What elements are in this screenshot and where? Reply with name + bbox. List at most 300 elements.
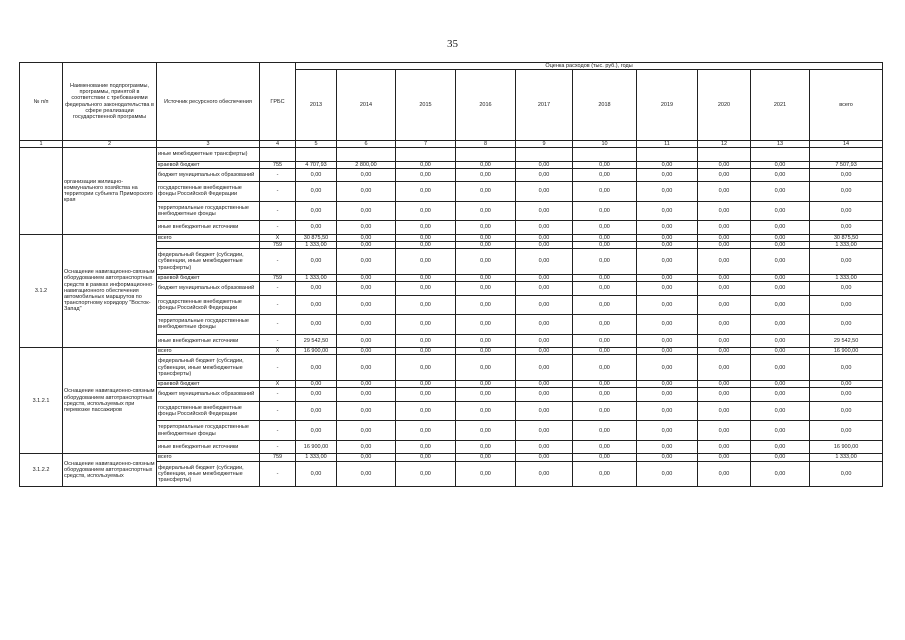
value-cell: 0,00: [751, 161, 810, 168]
value-cell: 0,00: [698, 440, 751, 453]
value-cell: 4 707,93: [296, 161, 337, 168]
value-cell: 1 333,00: [296, 454, 337, 461]
value-cell: 0,00: [751, 355, 810, 381]
value-cell: 0,00: [296, 401, 337, 421]
row-name: Оснащение навигационно-связным оборудованием автотранспортных средств, используемых: [63, 454, 157, 487]
value-cell: 0,00: [456, 221, 516, 234]
column-index-cell: 7: [396, 141, 456, 148]
value-cell: 0,00: [698, 334, 751, 347]
total-cell: 0,00: [810, 461, 883, 487]
header-year-total: всего: [810, 70, 883, 141]
value-cell: 0,00: [573, 401, 637, 421]
total-cell: 0,00: [810, 168, 883, 181]
column-index-cell: 12: [698, 141, 751, 148]
grbs-cell: X: [260, 234, 296, 241]
value-cell: 0,00: [751, 440, 810, 453]
grbs-cell: -: [260, 201, 296, 221]
value-cell: 0,00: [516, 440, 573, 453]
value-cell: 0,00: [573, 421, 637, 441]
value-cell: [396, 148, 456, 161]
value-cell: 0,00: [698, 461, 751, 487]
value-cell: 0,00: [337, 401, 396, 421]
header-estimate-group: Оценка расходов (тыс. руб.), годы: [296, 63, 883, 70]
value-cell: 0,00: [296, 282, 337, 295]
value-cell: 0,00: [751, 274, 810, 281]
value-cell: 0,00: [337, 241, 396, 248]
total-cell: 0,00: [810, 388, 883, 401]
value-cell: 0,00: [573, 334, 637, 347]
value-cell: 0,00: [573, 241, 637, 248]
value-cell: 0,00: [698, 249, 751, 275]
grbs-cell: -: [260, 461, 296, 487]
value-cell: 0,00: [751, 182, 810, 202]
header-year: 2018: [573, 70, 637, 141]
grbs-cell: -: [260, 401, 296, 421]
row-code: 3.1.2.1: [20, 348, 63, 454]
value-cell: 0,00: [751, 168, 810, 181]
value-cell: 0,00: [337, 234, 396, 241]
value-cell: 0,00: [296, 355, 337, 381]
value-cell: 0,00: [456, 274, 516, 281]
value-cell: 1 333,00: [296, 274, 337, 281]
value-cell: 0,00: [751, 295, 810, 315]
row-name: Оснащение навигационно-связным оборудованием автотранспортных средств в рамках информационно-навигационного обеспечения автомобильных маршрутов по транспортному коридору "Восток- Запад": [63, 234, 157, 347]
value-cell: 0,00: [516, 161, 573, 168]
column-index-cell: 6: [337, 141, 396, 148]
value-cell: 0,00: [337, 421, 396, 441]
value-cell: 0,00: [637, 182, 698, 202]
source-cell: государственные внебюджетные фонды Российской Федерации: [157, 295, 260, 315]
value-cell: 0,00: [456, 161, 516, 168]
value-cell: 0,00: [456, 454, 516, 461]
header-year: 2014: [337, 70, 396, 141]
row-name: Оснащение навигационно-связным оборудованием автотранспортных средств, используемых при перевозке пассажиров: [63, 348, 157, 454]
grbs-cell: -: [260, 355, 296, 381]
grbs-cell: X: [260, 348, 296, 355]
value-cell: 0,00: [456, 440, 516, 453]
value-cell: 0,00: [698, 234, 751, 241]
value-cell: 0,00: [396, 274, 456, 281]
value-cell: 0,00: [698, 282, 751, 295]
total-cell: 0,00: [810, 355, 883, 381]
value-cell: 0,00: [573, 454, 637, 461]
grbs-cell: -: [260, 182, 296, 202]
header-year: 2013: [296, 70, 337, 141]
value-cell: 0,00: [396, 234, 456, 241]
column-index-cell: 5: [296, 141, 337, 148]
table-header: [20, 63, 883, 141]
value-cell: 0,00: [698, 274, 751, 281]
value-cell: 0,00: [637, 421, 698, 441]
value-cell: 0,00: [698, 161, 751, 168]
value-cell: 0,00: [573, 388, 637, 401]
value-cell: 0,00: [516, 168, 573, 181]
table-row: [20, 348, 883, 355]
value-cell: 0,00: [637, 234, 698, 241]
value-cell: 0,00: [573, 201, 637, 221]
value-cell: 0,00: [698, 315, 751, 335]
value-cell: 0,00: [296, 249, 337, 275]
table-row: [20, 454, 883, 461]
grbs-cell: 759: [260, 274, 296, 281]
value-cell: 0,00: [516, 454, 573, 461]
source-cell: государственные внебюджетные фонды Российской Федерации: [157, 182, 260, 202]
budget-table: [19, 62, 883, 487]
value-cell: 0,00: [751, 454, 810, 461]
value-cell: 0,00: [698, 295, 751, 315]
value-cell: 0,00: [637, 221, 698, 234]
row-code: 3.1.2.2: [20, 454, 63, 487]
grbs-cell: X: [260, 381, 296, 388]
value-cell: 0,00: [516, 249, 573, 275]
value-cell: 0,00: [637, 348, 698, 355]
source-cell: иные межбюджетные трансферты): [157, 148, 260, 161]
source-cell: федеральный бюджет (субсидии, субвенции, иные межбюджетные трансферты): [157, 355, 260, 381]
value-cell: 0,00: [337, 348, 396, 355]
value-cell: 0,00: [573, 282, 637, 295]
value-cell: 0,00: [396, 168, 456, 181]
value-cell: 0,00: [751, 249, 810, 275]
value-cell: 0,00: [337, 381, 396, 388]
total-cell: 0,00: [810, 295, 883, 315]
source-cell: государственные внебюджетные фонды Российской Федерации: [157, 401, 260, 421]
value-cell: 0,00: [573, 182, 637, 202]
header-year: 2017: [516, 70, 573, 141]
total-cell: 1 333,00: [810, 274, 883, 281]
value-cell: 0,00: [296, 315, 337, 335]
value-cell: 0,00: [516, 381, 573, 388]
value-cell: 0,00: [456, 355, 516, 381]
value-cell: 0,00: [296, 295, 337, 315]
value-cell: 0,00: [751, 201, 810, 221]
value-cell: 0,00: [573, 440, 637, 453]
value-cell: 0,00: [456, 234, 516, 241]
value-cell: 0,00: [516, 274, 573, 281]
source-cell: всего: [157, 234, 260, 241]
value-cell: 0,00: [573, 161, 637, 168]
value-cell: 0,00: [396, 381, 456, 388]
value-cell: 0,00: [751, 282, 810, 295]
page-number: 35: [447, 38, 458, 50]
value-cell: [751, 148, 810, 161]
total-cell: 1 333,00: [810, 454, 883, 461]
value-cell: 29 542,50: [296, 334, 337, 347]
column-index-cell: 2: [63, 141, 157, 148]
value-cell: 0,00: [337, 282, 396, 295]
value-cell: [337, 148, 396, 161]
grbs-cell: -: [260, 315, 296, 335]
grbs-cell: [260, 148, 296, 161]
value-cell: 0,00: [296, 461, 337, 487]
value-cell: 0,00: [456, 295, 516, 315]
value-cell: 0,00: [516, 295, 573, 315]
row-name: организации жилищно-коммунального хозяйства на территории субъекта Приморского края: [63, 148, 157, 235]
grbs-cell: 759: [260, 454, 296, 461]
value-cell: 0,00: [516, 201, 573, 221]
total-cell: 0,00: [810, 282, 883, 295]
value-cell: 0,00: [637, 381, 698, 388]
value-cell: 0,00: [337, 295, 396, 315]
header-name: Наименование подпрограммы, программы, принятой в соответствии с требованиями федерального законодательства в сфере реализации государственной программы: [63, 63, 157, 141]
value-cell: 0,00: [456, 315, 516, 335]
header-year: 2020: [698, 70, 751, 141]
value-cell: [637, 148, 698, 161]
value-cell: [698, 148, 751, 161]
value-cell: 0,00: [751, 421, 810, 441]
grbs-cell: -: [260, 221, 296, 234]
header-year: 2016: [456, 70, 516, 141]
value-cell: 0,00: [337, 315, 396, 335]
value-cell: 2 800,00: [337, 161, 396, 168]
source-cell: [157, 241, 260, 248]
source-cell: краевой бюджет: [157, 161, 260, 168]
source-cell: федеральный бюджет (субсидии, субвенции, иные межбюджетные трансферты): [157, 461, 260, 487]
value-cell: 16 900,00: [296, 348, 337, 355]
column-index-cell: 10: [573, 141, 637, 148]
value-cell: 0,00: [296, 421, 337, 441]
value-cell: 0,00: [637, 201, 698, 221]
value-cell: 0,00: [637, 454, 698, 461]
source-cell: бюджет муниципальных образований: [157, 168, 260, 181]
value-cell: 0,00: [516, 401, 573, 421]
value-cell: 0,00: [516, 241, 573, 248]
value-cell: 0,00: [456, 182, 516, 202]
value-cell: 0,00: [751, 401, 810, 421]
value-cell: 1 333,00: [296, 241, 337, 248]
value-cell: 0,00: [698, 348, 751, 355]
table-body: [20, 141, 883, 487]
value-cell: 0,00: [516, 461, 573, 487]
value-cell: 0,00: [296, 182, 337, 202]
grbs-cell: 755: [260, 161, 296, 168]
source-cell: территориальные государственные внебюджетные фонды: [157, 201, 260, 221]
value-cell: 0,00: [337, 461, 396, 487]
value-cell: 0,00: [698, 168, 751, 181]
source-cell: краевой бюджет: [157, 381, 260, 388]
value-cell: 0,00: [296, 381, 337, 388]
value-cell: 0,00: [456, 348, 516, 355]
table-row: [20, 148, 883, 161]
header-source: Источник ресурсного обеспечения: [157, 63, 260, 141]
value-cell: [573, 148, 637, 161]
value-cell: 0,00: [637, 241, 698, 248]
value-cell: 0,00: [573, 274, 637, 281]
source-cell: территориальные государственные внебюджетные фонды: [157, 421, 260, 441]
grbs-cell: -: [260, 249, 296, 275]
value-cell: 0,00: [637, 355, 698, 381]
value-cell: 0,00: [396, 388, 456, 401]
value-cell: 0,00: [396, 315, 456, 335]
grbs-cell: -: [260, 440, 296, 453]
source-cell: бюджет муниципальных образований: [157, 388, 260, 401]
value-cell: 0,00: [637, 440, 698, 453]
value-cell: 16 900,00: [296, 440, 337, 453]
row-code: 3.1.2: [20, 234, 63, 347]
value-cell: 0,00: [751, 315, 810, 335]
row-code: [20, 148, 63, 235]
value-cell: 0,00: [573, 249, 637, 275]
grbs-cell: 759: [260, 241, 296, 248]
column-index-cell: 3: [157, 141, 260, 148]
value-cell: 0,00: [573, 461, 637, 487]
value-cell: 0,00: [698, 221, 751, 234]
value-cell: 0,00: [573, 355, 637, 381]
total-cell: 0,00: [810, 381, 883, 388]
value-cell: 0,00: [337, 201, 396, 221]
header-no: № п/п: [20, 63, 63, 141]
value-cell: 0,00: [296, 388, 337, 401]
total-cell: 0,00: [810, 182, 883, 202]
table-row: [20, 234, 883, 241]
value-cell: 0,00: [637, 168, 698, 181]
value-cell: 0,00: [698, 355, 751, 381]
value-cell: 0,00: [698, 388, 751, 401]
column-index-cell: 13: [751, 141, 810, 148]
total-cell: 30 875,50: [810, 234, 883, 241]
total-cell: [810, 148, 883, 161]
value-cell: 0,00: [751, 381, 810, 388]
value-cell: 0,00: [516, 282, 573, 295]
header-grbs: ГРБС: [260, 63, 296, 141]
value-cell: 0,00: [396, 421, 456, 441]
source-cell: территориальные государственные внебюджетные фонды: [157, 315, 260, 335]
value-cell: 0,00: [337, 355, 396, 381]
value-cell: 0,00: [396, 348, 456, 355]
value-cell: 0,00: [396, 334, 456, 347]
value-cell: 0,00: [456, 401, 516, 421]
column-index-row: [20, 141, 883, 148]
value-cell: 0,00: [456, 388, 516, 401]
value-cell: 0,00: [698, 401, 751, 421]
value-cell: 0,00: [337, 274, 396, 281]
value-cell: 0,00: [516, 388, 573, 401]
value-cell: 0,00: [296, 221, 337, 234]
total-cell: 0,00: [810, 201, 883, 221]
value-cell: 0,00: [751, 221, 810, 234]
source-cell: иные внебюджетные источники: [157, 440, 260, 453]
value-cell: 0,00: [751, 334, 810, 347]
value-cell: 0,00: [637, 388, 698, 401]
column-index-cell: 1: [20, 141, 63, 148]
value-cell: 0,00: [396, 355, 456, 381]
value-cell: 0,00: [573, 221, 637, 234]
grbs-cell: -: [260, 295, 296, 315]
value-cell: 0,00: [396, 161, 456, 168]
value-cell: 0,00: [396, 249, 456, 275]
value-cell: 0,00: [637, 315, 698, 335]
value-cell: 0,00: [516, 221, 573, 234]
value-cell: 0,00: [396, 295, 456, 315]
value-cell: 0,00: [637, 161, 698, 168]
source-cell: иные внебюджетные источники: [157, 334, 260, 347]
value-cell: 0,00: [698, 381, 751, 388]
value-cell: 0,00: [456, 334, 516, 347]
value-cell: 0,00: [637, 274, 698, 281]
grbs-cell: -: [260, 388, 296, 401]
value-cell: 0,00: [456, 241, 516, 248]
column-index-cell: 4: [260, 141, 296, 148]
column-index-cell: 8: [456, 141, 516, 148]
total-cell: 16 900,00: [810, 440, 883, 453]
value-cell: 0,00: [456, 461, 516, 487]
value-cell: 0,00: [296, 201, 337, 221]
source-cell: бюджет муниципальных образований: [157, 282, 260, 295]
column-index-cell: 11: [637, 141, 698, 148]
total-cell: 0,00: [810, 315, 883, 335]
value-cell: 0,00: [751, 461, 810, 487]
value-cell: 0,00: [698, 201, 751, 221]
value-cell: 0,00: [296, 168, 337, 181]
value-cell: 0,00: [698, 182, 751, 202]
value-cell: 0,00: [751, 241, 810, 248]
source-cell: краевой бюджет: [157, 274, 260, 281]
value-cell: 0,00: [396, 461, 456, 487]
value-cell: 0,00: [516, 315, 573, 335]
value-cell: [456, 148, 516, 161]
source-cell: иные внебюджетные источники: [157, 221, 260, 234]
value-cell: 0,00: [751, 348, 810, 355]
value-cell: 0,00: [337, 249, 396, 275]
value-cell: 0,00: [637, 401, 698, 421]
total-cell: 0,00: [810, 249, 883, 275]
total-cell: 29 542,50: [810, 334, 883, 347]
value-cell: 0,00: [516, 182, 573, 202]
value-cell: 0,00: [456, 201, 516, 221]
value-cell: 0,00: [637, 334, 698, 347]
value-cell: 0,00: [573, 348, 637, 355]
header-year: 2019: [637, 70, 698, 141]
grbs-cell: -: [260, 168, 296, 181]
value-cell: 0,00: [573, 295, 637, 315]
header-year: 2015: [396, 70, 456, 141]
value-cell: 0,00: [751, 388, 810, 401]
value-cell: 0,00: [396, 221, 456, 234]
value-cell: 0,00: [573, 168, 637, 181]
value-cell: 0,00: [337, 334, 396, 347]
value-cell: 0,00: [337, 168, 396, 181]
value-cell: 0,00: [637, 282, 698, 295]
value-cell: 0,00: [573, 315, 637, 335]
value-cell: 0,00: [396, 182, 456, 202]
value-cell: 0,00: [396, 201, 456, 221]
value-cell: 0,00: [637, 249, 698, 275]
value-cell: 0,00: [573, 381, 637, 388]
value-cell: 0,00: [698, 241, 751, 248]
grbs-cell: -: [260, 334, 296, 347]
value-cell: 0,00: [698, 454, 751, 461]
value-cell: 0,00: [516, 355, 573, 381]
total-cell: 7 507,93: [810, 161, 883, 168]
value-cell: 0,00: [456, 421, 516, 441]
value-cell: 0,00: [456, 282, 516, 295]
column-index-cell: 14: [810, 141, 883, 148]
source-cell: всего: [157, 454, 260, 461]
value-cell: 0,00: [456, 381, 516, 388]
source-cell: всего: [157, 348, 260, 355]
value-cell: 0,00: [516, 421, 573, 441]
value-cell: 0,00: [516, 234, 573, 241]
value-cell: 0,00: [573, 234, 637, 241]
value-cell: 0,00: [456, 249, 516, 275]
value-cell: 0,00: [396, 454, 456, 461]
value-cell: 0,00: [637, 295, 698, 315]
total-cell: 16 900,00: [810, 348, 883, 355]
value-cell: 0,00: [337, 221, 396, 234]
column-index-cell: 9: [516, 141, 573, 148]
value-cell: 0,00: [337, 440, 396, 453]
total-cell: 0,00: [810, 401, 883, 421]
value-cell: 0,00: [456, 168, 516, 181]
